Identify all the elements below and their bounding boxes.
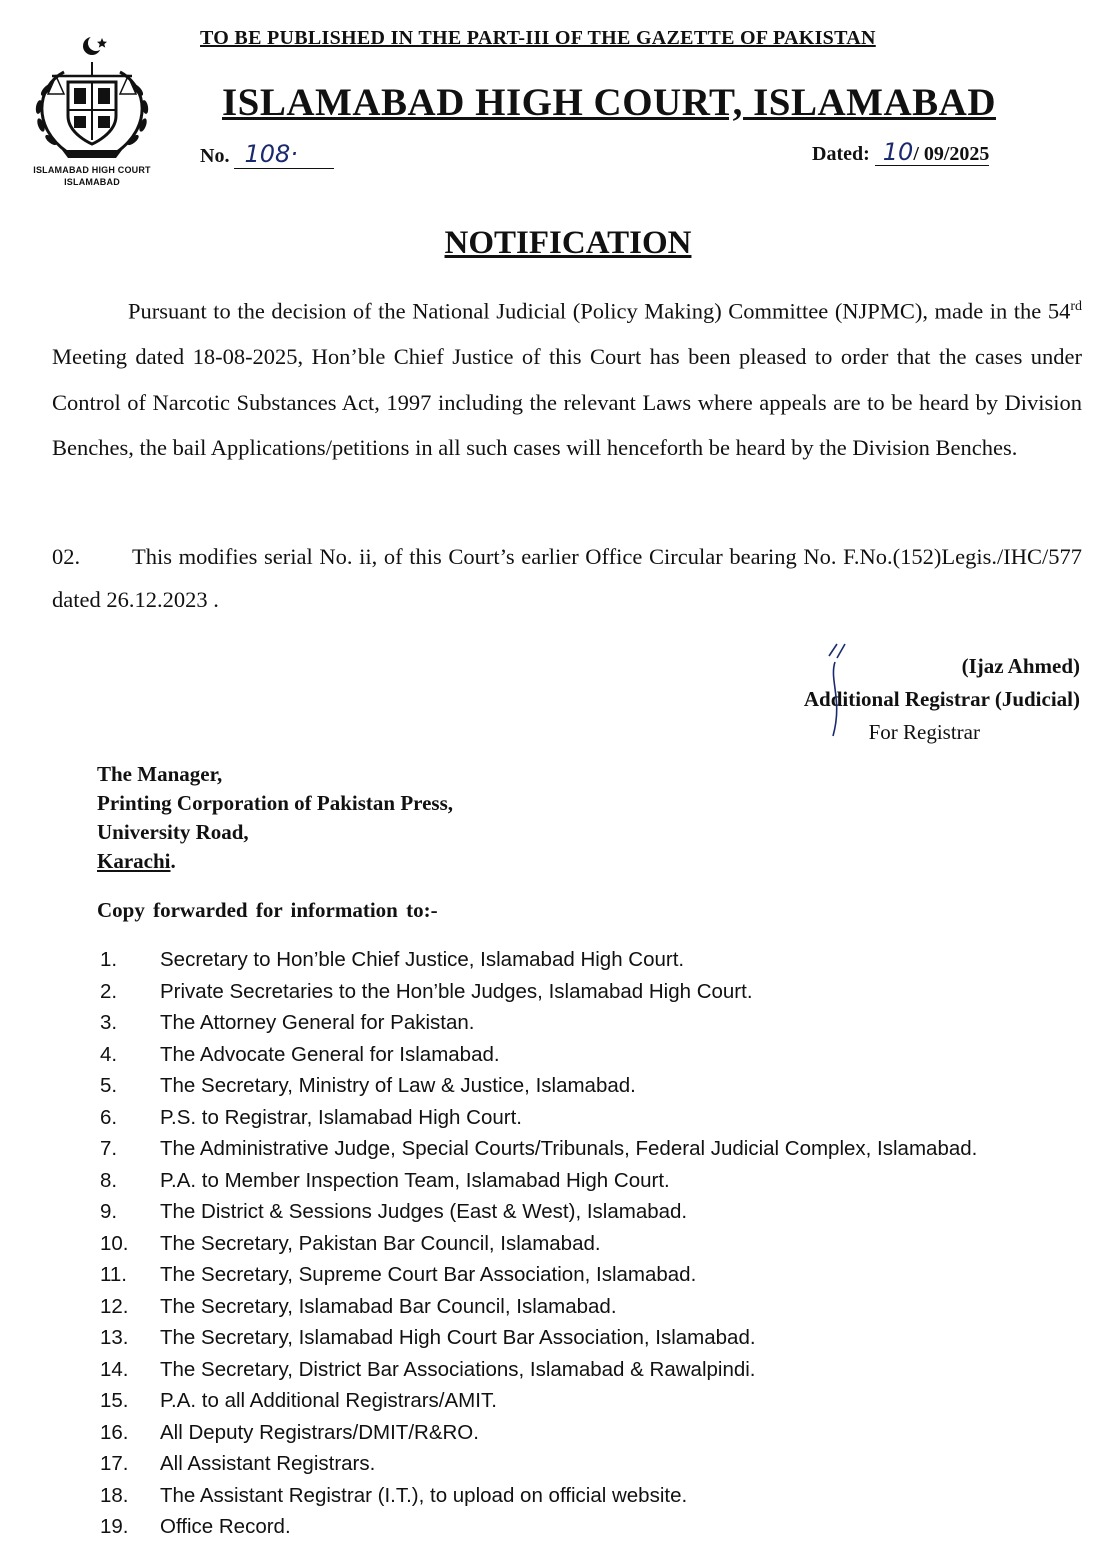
paragraph-2 [52,535,1082,621]
distribution-item-number: 5. [100,1074,118,1097]
notification-number [200,140,334,169]
distribution-item-text: The Secretary, Pakistan Bar Council, Islamabad. [160,1231,601,1255]
distribution-item [100,1295,617,1319]
distribution-item [100,1169,670,1193]
signature-block [740,650,1080,749]
court-seal-icon [22,32,162,160]
date-day-handwritten: 10 [882,138,914,166]
date-month-year: / 09/2025 [913,143,990,165]
distribution-item [100,1358,756,1382]
distribution-item-text: The Secretary, Supreme Court Bar Association, Islamabad. [160,1263,697,1286]
court-title: ISLAMABAD HIGH COURT, ISLAMABAD [222,81,996,124]
date-label: Dated: [812,143,870,165]
distribution-item-number: 13. [100,1326,129,1349]
distribution-item-number: 6. [100,1105,118,1129]
emblem-caption-line1: ISLAMABAD HIGH COURT [33,165,151,175]
date-value [875,138,990,166]
distribution-item [100,1484,687,1508]
distribution-item-number: 1. [100,948,118,971]
signature-stroke-icon [825,640,855,740]
distribution-item-number: 3. [100,1011,118,1034]
addressee-line-3: University Road, [97,820,249,844]
distribution-item-number: 2. [100,979,118,1003]
copy-forwarded-heading: Copy forwarded for information to:- [97,898,438,922]
distribution-item-number: 10. [100,1231,129,1255]
distribution-item-number: 16. [100,1420,129,1444]
distribution-item-number: 19. [100,1515,129,1538]
emblem-caption-line2: ISLAMABAD [64,177,120,187]
number-value [234,140,334,169]
distribution-item-text: P.A. to Member Inspection Team, Islamabad High Court. [160,1168,670,1192]
signatory-for-line: For Registrar [868,720,980,744]
addressee-city-end: . [170,849,176,873]
distribution-item-text: The Assistant Registrar (I.T.), to upload on official website. [160,1483,688,1507]
distribution-item-text: The Administrative Judge, Special Courts/Tribunals, Federal Judicial Complex, Islamabad. [160,1137,978,1160]
distribution-item-number: 7. [100,1137,118,1160]
ordinal-suffix: rd [1070,299,1082,314]
distribution-item [100,1389,497,1413]
paragraph-1 [52,284,1082,471]
distribution-item [100,1421,479,1445]
distribution-item [100,1074,636,1098]
distribution-item-text: The Advocate General for Islamabad. [160,1042,500,1066]
distribution-item [100,1515,291,1539]
distribution-item-text: All Assistant Registrars. [160,1452,376,1475]
distribution-item [100,1263,696,1287]
distribution-item [100,1326,756,1350]
distribution-item [100,1200,687,1224]
addressee-city: Karachi [97,849,171,873]
distribution-item-text: The Secretary, District Bar Associations, Islamabad & Rawalpindi. [160,1357,756,1381]
distribution-item [100,1452,375,1476]
paragraph-1-text-a: Pursuant to the decision of the National Judicial (Policy Making) Committee (NJPMC), made in the 54 [128,298,1071,324]
addressee-line-2: Printing Corporation of Pakistan Press, [97,791,454,815]
distribution-item-text: Private Secretaries to the Hon’ble Judges, Islamabad High Court. [160,979,753,1003]
distribution-item [100,1011,475,1035]
signatory-name: (Ijaz Ahmed) [961,654,1080,678]
distribution-item-text: The District & Sessions Judges (East & West), Islamabad. [160,1200,688,1223]
distribution-item-number: 18. [100,1483,129,1507]
distribution-item-number: 4. [100,1042,118,1066]
distribution-item-text: Secretary to Hon’ble Chief Justice, Islamabad High Court. [160,948,685,971]
distribution-item [100,948,684,972]
distribution-item-text: The Secretary, Islamabad Bar Council, Islamabad. [160,1294,617,1318]
notification-title: NOTIFICATION [444,225,692,261]
number-label: No. [200,145,230,167]
distribution-item [100,1043,500,1067]
paragraph-2-text: This modifies serial No. ii, of this Court’s earlier Office Circular bearing No. F.No.(152)Legis./IHC/577 dated 26.12.2023 . [52,544,1082,612]
number-handwritten: 108· [244,140,298,168]
distribution-item-number: 9. [100,1200,118,1223]
distribution-item-text: All Deputy Registrars/DMIT/R&RO. [160,1420,479,1444]
distribution-item [100,980,753,1004]
court-emblem [22,32,162,190]
paragraph-1-text-b: Meeting dated 18-08-2025, Hon’ble Chief Justice of this Court has been pleased to order that the cases under Control of Narcotic Substances Act, 1997 including the relevant Laws where appeals are to be heard by Division Benches, the bail Applications/petitions in all such cases will henceforth be heard by the Division Benches. [52,344,1082,460]
distribution-item-number: 11. [100,1263,127,1286]
distribution-item [100,1137,977,1161]
distribution-item [100,1232,601,1256]
addressee-line-1: The Manager, [97,762,223,786]
distribution-item-text: P.S. to Registrar, Islamabad High Court. [160,1105,522,1129]
distribution-item-number: 14. [100,1357,129,1381]
distribution-item-number: 12. [100,1294,129,1318]
distribution-item-text: The Secretary, Ministry of Law & Justice, Islamabad. [160,1074,636,1097]
signatory-designation: Additional Registrar (Judicial) [803,687,1080,711]
distribution-item [100,1106,522,1130]
distribution-item-text: The Attorney General for Pakistan. [160,1011,475,1034]
gazette-note: TO BE PUBLISHED IN THE PART-III OF THE GAZETTE OF PAKISTAN [200,27,876,49]
notification-date [812,138,989,166]
paragraph-2-number: 02. [52,544,81,569]
distribution-item-text: The Secretary, Islamabad High Court Bar Association, Islamabad. [160,1326,756,1349]
distribution-item-number: 8. [100,1168,118,1192]
addressee-block [97,760,453,876]
distribution-item-text: P.A. to all Additional Registrars/AMIT. [160,1389,497,1412]
distribution-item-text: Office Record. [160,1515,291,1538]
distribution-item-number: 17. [100,1452,129,1475]
distribution-item-number: 15. [100,1389,129,1412]
